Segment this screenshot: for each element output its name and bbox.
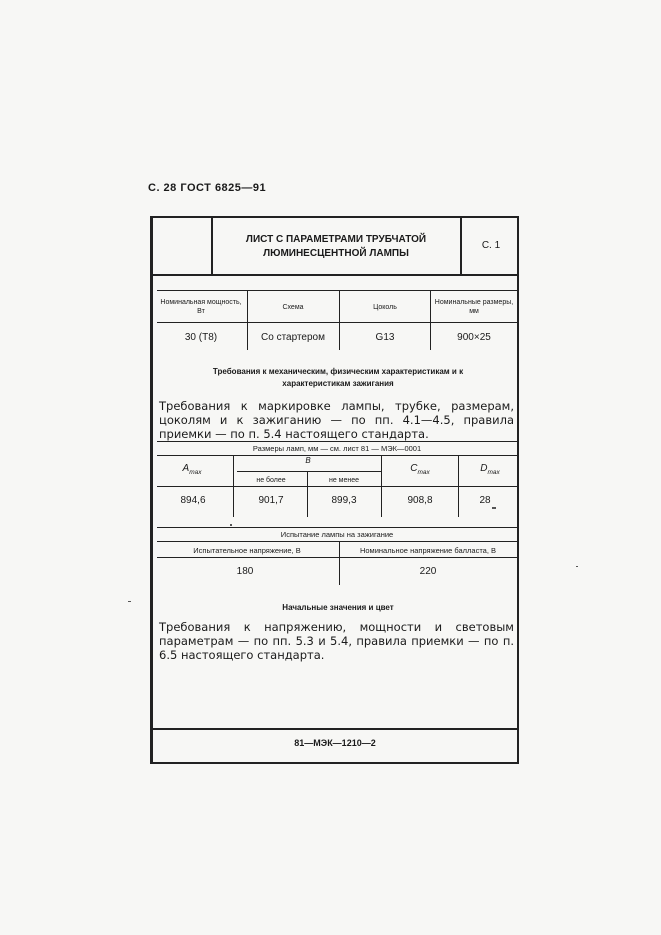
title-divider-left	[211, 218, 213, 274]
table1-mid-line	[157, 322, 517, 323]
table1-col-line	[247, 290, 248, 350]
table2-value-c: 908,8	[407, 495, 433, 506]
table3-value-test: 180	[236, 566, 254, 577]
table2-header-b-min: не менее	[328, 477, 360, 484]
table2-header-a	[157, 463, 227, 476]
table1-value-scheme: Со стартером	[261, 332, 325, 343]
table2-header-d	[460, 463, 520, 476]
table2-header-b: B	[305, 456, 311, 465]
section2-text: Требования к напряжению, мощности и световым параметрам — по пп. 5.3 и 5.4, правила приемки — по п. 6.5 настоящего стандарта.	[159, 620, 514, 662]
d-symbol: D	[480, 463, 488, 474]
a-symbol: A	[182, 463, 190, 474]
table2-caption: Размеры ламп, мм — см. лист 81 — МЭК—0001	[252, 444, 422, 453]
table2-value-a: 894,6	[180, 495, 206, 506]
table3-header-ballast: Номинальное напряжение балласта, В	[359, 546, 497, 555]
table2-value-b-max: 901,7	[258, 495, 284, 506]
title-bottom-line	[153, 274, 517, 276]
table3-header-test: Испытательное напряжение, В	[193, 546, 301, 555]
table1-header-base: Цоколь	[373, 304, 397, 311]
table2-mid-line	[157, 486, 517, 487]
table3-col-line	[339, 541, 340, 585]
table1-col-line	[339, 290, 340, 350]
table3-mid-line	[157, 557, 517, 558]
table1-header-power: Номинальная мощность, Вт	[160, 299, 242, 315]
table2-header-c	[383, 463, 457, 476]
table1-value-power: 30 (Т8)	[184, 332, 218, 343]
table2-top-line	[157, 441, 517, 442]
c-subscript: max	[417, 469, 430, 476]
table3-caption-line	[157, 541, 517, 542]
table1-col-line	[430, 290, 431, 350]
table1-value-base: G13	[375, 332, 395, 343]
table3-value-ballast: 220	[419, 566, 437, 577]
sheet-number: С. 1	[481, 240, 501, 251]
table3-top-line	[157, 527, 517, 528]
table1-value-size: 900×25	[457, 332, 491, 343]
scan-speck	[492, 507, 496, 509]
section2-title: Начальные значения и цвет	[282, 603, 394, 612]
footer-line	[153, 728, 517, 730]
section1-text: Требования к маркировке лампы, трубке, размерам, цоколям и к зажиганию — по пп. 4.1—4.5, правила приемки — по п. 5.4 настоящего стандарта.	[159, 399, 514, 441]
table2-subheader-line	[237, 471, 381, 472]
a-subscript: max	[189, 469, 202, 476]
d-subscript: max	[487, 469, 500, 476]
table1-header-size: Номинальные размеры, мм	[434, 299, 514, 315]
section1-title: Требования к механическим, физическим характеристикам и к характеристикам зажигания	[212, 367, 464, 388]
table1-header-scheme: Схема	[282, 304, 304, 311]
table2-value-d: 28	[479, 495, 491, 506]
page-header: С. 28 ГОСТ 6825—91	[148, 182, 267, 194]
sheet-footer: 81—МЭК—1210—2	[294, 738, 376, 748]
sheet-title: ЛИСТ С ПАРАМЕТРАМИ ТРУБЧАТОЙ ЛЮМИНЕСЦЕНТНОЙ ЛАМПЫ	[245, 234, 427, 259]
scan-speck	[230, 524, 232, 526]
scan-speck	[128, 601, 131, 602]
table2-value-b-min: 899,3	[331, 495, 357, 506]
sheet-frame	[150, 216, 519, 764]
scan-speck	[576, 566, 578, 567]
table3-caption: Испытание лампы на зажигание	[280, 530, 394, 539]
table2-col-line	[307, 471, 308, 517]
c-symbol: C	[410, 463, 418, 474]
table2-header-b-max: не более	[256, 477, 286, 484]
title-divider-right	[460, 218, 462, 274]
table1-top-line	[157, 290, 517, 291]
